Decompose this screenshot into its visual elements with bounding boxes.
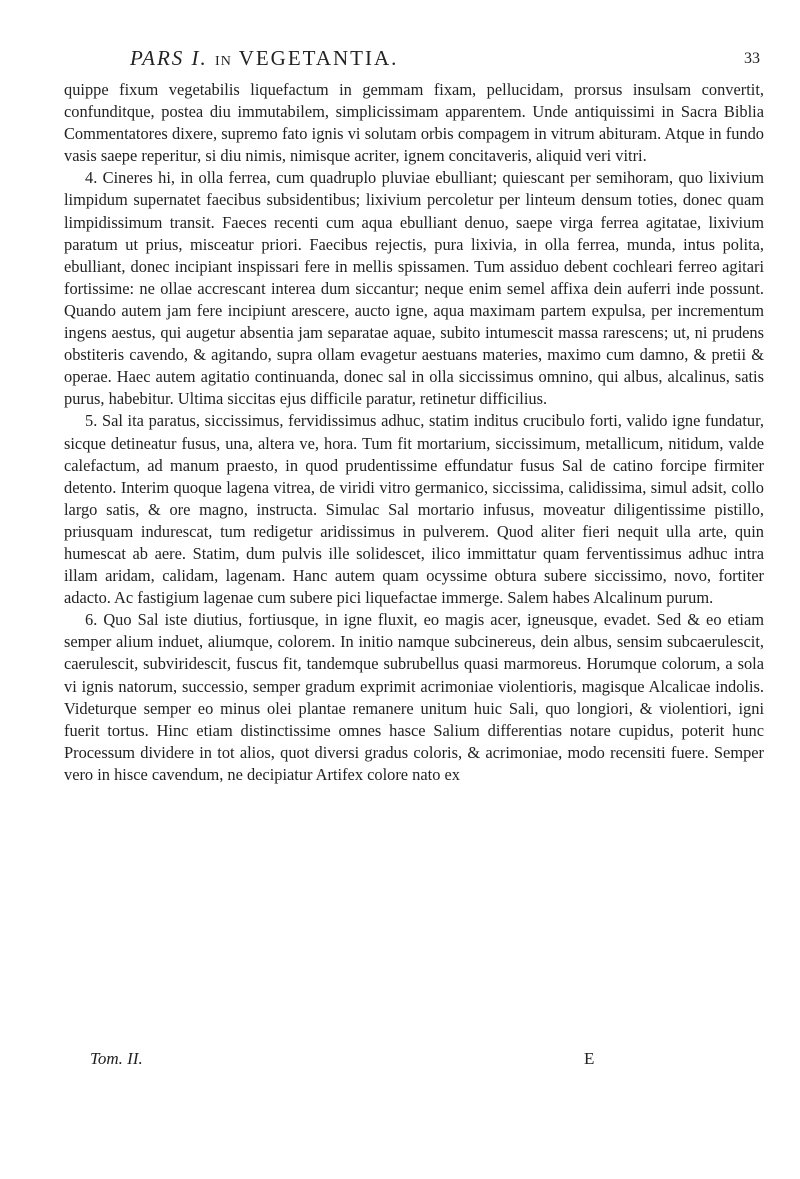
page-footer: [64, 1049, 764, 1075]
title-part: PARS I.: [130, 46, 208, 70]
running-title: [130, 46, 398, 71]
paragraph-6: 6. Quo Sal iste diutius, fortiusque, in igne fluxit, eo magis acer, igneusque, evadet. Sed & eo etiam semper alium induet, aliumque, colorem. In initio namque subcinereus, dein albus, sensim subcaerulescit, caerulescit, subviridescit, fuscus fit, tandemque subrubellus quasi marmoreus. Horumque colorum, a sola vi ignis natorum, successio, semper gradum exprimit acrimoniae violentioris, magisque Alcalicae indolis. Videturque semper eo minus olei plantae remanere unitum huic Sali, quo longiori, & violentiori, igni fuerit tortus. Hinc etiam distinctissime omnes hasce Salium differentias notare cupidus, poterit hunc Processum dividere in tot alios, quot diversi gradus coloris, & acrimoniae, modo recensiti fuere. Semper vero in hisce cavendum, ne decipiatur Artifex colore nato ex: [64, 610, 764, 784]
paragraph-4: 4. Cineres hi, in olla ferrea, cum quadruplo pluviae ebulliant; quiescant per semihoram, quo lixivium limpidum supernatet faecibus subsidentibus; lixivium percoletur per linteum densum toties, donec quam limpidissimum transit. Faeces recenti cum aqua ebulliant denuo, saepe virga ferrea agitatae, lixivium paratum ut prius, misceatur priori. Faecibus rejectis, pura lixivia, in olla ferrea, munda, intus polita, ebulliant, donec incipiant inspissari fere in mellis spissamen. Tum assiduo debent cochleari ferreo agitari fortissime: ne ollae accrescant interea dum siccantur; neque enim semel affixa dein auferri inde possunt. Quando autem jam fere incipiunt arescere, aucto igne, aqua maximam partem expulsa, per incrementum ingens aestus, qui augetur absentia jam separatae aquae, subito intumescit massa rarescens; ut, ni prudens obstiteris cavendo, & agitando, supra ollam evagetur aestuans materies, maximo cum damno, & pretii & operae. Haec autem agitatio continuanda, donec sal in olla siccissimus omnino, qui albus, alcalinus, satis purus, habebitur. Ultima siccitas ejus difficile paratur, retinetur difficilius.: [64, 168, 764, 409]
page-number: 33: [744, 50, 760, 67]
running-header: [130, 46, 760, 76]
paragraph-continued: quippe fixum vegetabilis liquefactum in gemmam fixam, pellucidam, prorsus insulsam convertit, confunditque, postea diu immutabilem, simplicissimam apparentem. Unde antiquissimi in Sacra Biblia Commentatores dixere, supremo fato ignis vi solutam orbis compagem in vitrum abituram. Atque in fundo vasis saepe reperitur, si diu nimis, nimisque acriter, ignem concitaveris, aliquid veri vitri.: [64, 80, 764, 166]
title-subject: VEGETANTIA.: [238, 46, 399, 70]
signature-mark: E: [584, 1049, 595, 1068]
paragraph-5: 5. Sal ita paratus, siccissimus, fervidissimus adhuc, statim inditus crucibulo forti, valido igne fundatur, sicque detineatur fusus, una, altera ve, hora. Tum fit mortarium, siccissimum, metallicum, nitidum, valde calefactum, ad manum praesto, in quod prudentissime effundatur fusus Sal de catino forcipe firmiter detento. Interim quoque lagena vitrea, de viridi vitro germanico, siccissima, calidissima, simul adsit, collo largo satis, & ore magno, instructa. Simulac Sal mortario infusus, moveatur diligentissime pistillo, priusquam indurescat, tum redigetur aridissimus in pulverem. Quod aliter fieri nequit ulla arte, quin humescat ab aere. Statim, dum pulvis ille solidescet, ilico immittatur quam ferventissimus adhuc intra illam aridam, calidam, lagenam. Hanc autem quam ocyssime obtura subere siccissimo, novo, fortiter adacto. Ac fastigium lagenae cum subere pici liquefactae immerge. Salem habes Alcalinum purum.: [64, 411, 764, 608]
title-in: IN: [215, 54, 232, 69]
body-text: [64, 79, 764, 786]
volume-mark: Tom. II.: [90, 1049, 143, 1068]
